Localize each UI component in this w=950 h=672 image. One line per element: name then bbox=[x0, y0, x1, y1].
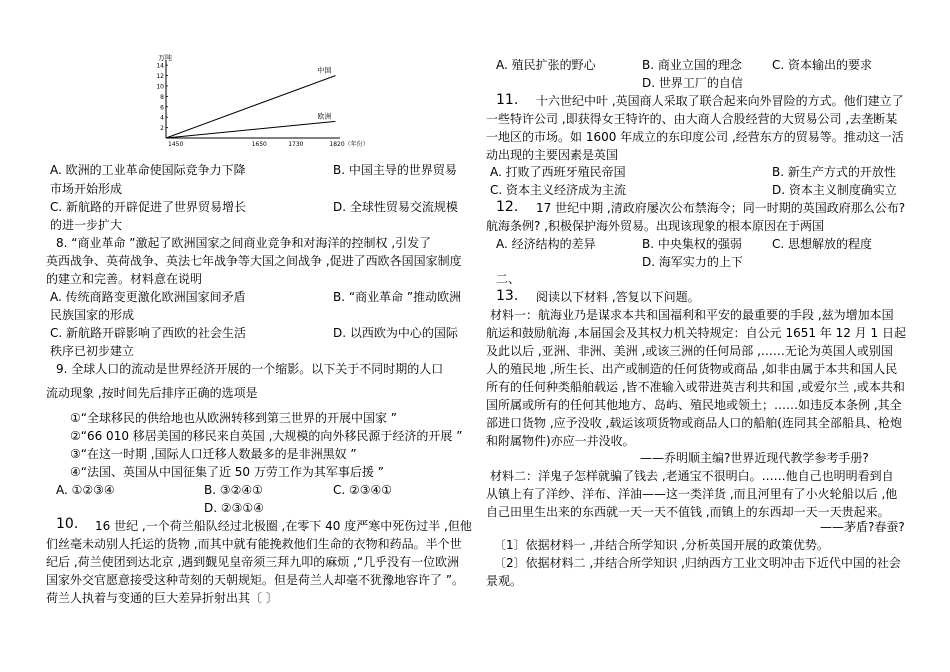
series-label: 中国 bbox=[317, 66, 332, 75]
x-tick-label: 1820（年份） bbox=[329, 141, 369, 148]
q10-option-d: D. 世界工厂的自信 bbox=[642, 76, 743, 90]
q13-material-2-line-2: 从镇上有了洋纱、洋布、洋油——这一类洋货 ,而且河里有了小火轮船以后 ,他 bbox=[486, 487, 898, 501]
q13-subquestion-1: 〔1〕依据材料一 ,并结合所学知识 ,分析英国开展的政策优势。 bbox=[494, 538, 829, 552]
q13-subquestion-2: 〔2〕依据材料二 ,并结合所学知识 ,归纳西方工业文明冲击下近代中国的社会 bbox=[494, 556, 901, 570]
q10-stem-1: 16 世纪 ,一个荷兰船队经过北极圈 ,在零下 40 度严寒中死伤过半 ,但他 bbox=[95, 519, 472, 533]
q12-option-d: D. 海军实力的上下 bbox=[642, 255, 743, 269]
y-tick-label: 4 bbox=[160, 114, 164, 122]
q7-option-a-cont: 市场开始形成 bbox=[50, 182, 123, 196]
q13-material-1-line-4: 人的殖民地 ,所生长、出产或制造的任何货物或商品 ,如非由属于本共和国人民 bbox=[486, 362, 898, 376]
q11-option-a: A. 打败了西班牙殖民帝国 bbox=[490, 165, 626, 179]
y-tick-label: 14 bbox=[156, 62, 164, 70]
series-label: 欧洲 bbox=[317, 112, 332, 121]
q8-option-a-cont: 民族国家的形成 bbox=[50, 308, 135, 322]
q11-stem-3: 一地区的市场。如 1600 年成立的东印度公司 ,经营东方的贸易等。推动这一活 bbox=[486, 130, 904, 144]
trade-chart bbox=[150, 52, 369, 152]
q10-stem-5: 荷兰人执着与变通的巨大差异折射出其〔 〕 bbox=[46, 591, 278, 605]
q12-stem-2: 航海条例? ,积极保护海外贸易。出现该现象的根本原因在于两国 bbox=[486, 219, 825, 233]
q13-material-2-line-3: 自己田里生出来的东西就一天一天不值钱 ,而镇上的东西却一天一天贵起来。 bbox=[486, 505, 890, 519]
q13-material-2-source: ——茅盾?春蚕? bbox=[820, 520, 905, 534]
q7-option-c-cont: 的进一步扩大 bbox=[50, 218, 123, 232]
y-tick-label: 12 bbox=[156, 73, 164, 81]
q8-option-c: C. 新航路开辟影响了西欧的社会生活 bbox=[50, 326, 247, 340]
series-line bbox=[166, 121, 335, 138]
q13-material-1-line-7: 部进口货物 ,应予没收 ,载运该项货物或商品人口的船舶(连同其全部船具、枪炮 bbox=[486, 416, 902, 430]
q10-number: 10. bbox=[56, 516, 79, 532]
q13-material-2-line-1: 材料二：洋鬼子怎样就骗了钱去 ,老通宝不很明白。……他自己也明明看到自 bbox=[490, 469, 894, 483]
y-tick-label: 2 bbox=[160, 125, 164, 133]
q13-intro: 阅读以下材料 ,答复以下问题。 bbox=[536, 290, 700, 304]
q13-number: 13. bbox=[496, 288, 519, 304]
q9-option-b: B. ③②④① bbox=[204, 483, 263, 497]
q10-stem-4: 国家外交官愿意接受这种苛刻的天朝规矩。但是荷兰人却毫不犹豫地容许了 ”。 bbox=[46, 573, 465, 587]
q9-item-1: ①“全球移民的供给地也从欧洲转移到第三世界的开展中国家 ” bbox=[70, 411, 398, 425]
x-tick-label: 1730 bbox=[288, 141, 304, 148]
q12-stem-1: 17 世纪中期 ,清政府屡次公布禁海令；同一时期的英国政府那么公布? bbox=[536, 201, 906, 215]
q13-material-1-source: ——乔明顺主编?世界近现代教学参考手册? bbox=[640, 451, 869, 465]
q12-number: 12. bbox=[496, 199, 519, 215]
q8-option-d: D. 以西欧为中心的国际 bbox=[333, 326, 458, 340]
y-tick-label: 10 bbox=[156, 83, 164, 91]
q9-item-2: ②“66 010 移居美国的移民来自英国 ,大规模的向外移民源于经济的开展 ” bbox=[70, 429, 463, 443]
q8-stem-2: 英西战争、英荷战争、英法七年战争等大国之间战争 ,促进了西欧各国国家制度 bbox=[46, 254, 462, 268]
q13-material-1-line-8: 和附属物件)亦应一并没收。 bbox=[486, 434, 635, 448]
q9-option-d: D. ②③①④ bbox=[204, 501, 264, 515]
q8-option-a: A. 传统商路变更激化欧洲国家间矛盾 bbox=[50, 290, 246, 304]
q10-option-b: B. 商业立国的理念 bbox=[642, 58, 742, 72]
q13-material-1-line-1: 材料一：航海业乃是谋求本共和国福利和平安的最重要的手段 ,兹为增加本国 bbox=[490, 308, 894, 322]
x-tick-label: 1450 bbox=[168, 141, 184, 148]
q11-option-d: D. 资本主义制度确实立 bbox=[772, 183, 897, 197]
q13-material-1-line-3: 及此以后 ,亚洲、非洲、美洲 ,或该三洲的任何局部 ,……无论为英国人或别国 bbox=[486, 344, 893, 358]
q8-option-c-cont: 秩序已初步建立 bbox=[50, 344, 135, 358]
q13-material-1-line-2: 航运和鼓励航海 ,本届国会及其权力机关特规定：自公元 1651 年 12 月 1 日起 bbox=[486, 326, 906, 340]
q9-item-3: ③“在这一时期 ,国际人口迁移人数最多的是非洲黑奴 ” bbox=[70, 447, 357, 461]
q11-stem-2: 一些特许公司 ,即获得女王特许的、由大商人合股经营的大贸易公司 ,去垄断某 bbox=[486, 112, 898, 126]
q12-option-a: A. 经济结构的差异 bbox=[496, 237, 596, 251]
q8-option-b: B. “商业革命 ”推动欧洲 bbox=[333, 290, 462, 304]
q13-material-1-line-6: 国所属或所有的任何其他地方、岛屿、殖民地或领土；……如违反本条例 ,其全 bbox=[486, 398, 902, 412]
q9-stem-2: 流动现象 ,按时间先后排序正确的选项是 bbox=[46, 386, 258, 400]
series-line bbox=[166, 76, 335, 138]
q11-stem-1: 十六世纪中叶 ,英国商人采取了联合起来向外冒险的方式。他们建立了 bbox=[536, 94, 904, 108]
q10-option-a: A. 殖民扩张的野心 bbox=[496, 58, 596, 72]
q9-item-4: ④“法国、英国从中国征集了近 50 万劳工作为其军事后援 ” bbox=[70, 465, 384, 479]
q11-stem-4: 动出现的主要因素是英国 bbox=[486, 148, 619, 162]
q8-stem-1: 8. “商业革命 ”激起了欧洲国家之间商业竞争和对海洋的控制权 ,引发了 bbox=[56, 236, 432, 250]
q7-option-b: B. 中国主导的世界贸易 bbox=[333, 163, 457, 177]
q7-option-d: D. 全球性贸易交流规模 bbox=[333, 200, 458, 214]
q8-stem-3: 的建立和完善。材料意在说明 bbox=[46, 272, 203, 286]
q10-stem-2: 们丝毫未动别人托运的货物 ,而其中就有能挽救他们生命的衣物和药品。半个世 bbox=[46, 537, 462, 551]
y-tick-label: 8 bbox=[160, 93, 164, 101]
section-two: 二、 bbox=[496, 272, 521, 286]
q13-material-1-line-5: 所有的任何种类船舶载运 ,皆不准输入或带进英吉利共和国 ,或爱尔兰 ,或本共和 bbox=[486, 380, 905, 394]
x-tick-label: 1650 bbox=[251, 141, 267, 148]
q11-number: 11. bbox=[496, 92, 519, 108]
q9-option-c: C. ②③④① bbox=[333, 483, 393, 497]
q12-option-c: C. 思想解放的程度 bbox=[772, 237, 873, 251]
q7-option-c: C. 新航路的开辟促进了世界贸易增长 bbox=[50, 200, 247, 214]
q9-stem-1: 9. 全球人口的流动是世界经济开展的一个缩影。以下关于不同时期的人口 bbox=[56, 362, 444, 376]
q7-option-a: A. 欧洲的工业革命使国际竞争力下降 bbox=[50, 163, 246, 177]
q9-option-a: A. ①②③④ bbox=[56, 483, 115, 497]
q11-option-c: C. 资本主义经济成为主流 bbox=[490, 183, 627, 197]
q10-option-c: C. 资本输出的要求 bbox=[772, 58, 873, 72]
q10-stem-3: 纪后 ,荷兰使团到达北京 ,遇到觐见皇帝须三拜九叩的麻烦 ,“几乎没有一位欧洲 bbox=[46, 555, 460, 569]
y-tick-label: 6 bbox=[160, 104, 164, 112]
q13-subquestion-2-cont: 景观。 bbox=[486, 574, 523, 588]
y-axis-label: 万吨 bbox=[158, 54, 172, 62]
q12-option-b: B. 中央集权的强弱 bbox=[642, 237, 742, 251]
q11-option-b: B. 新生产方式的开放性 bbox=[772, 165, 896, 179]
